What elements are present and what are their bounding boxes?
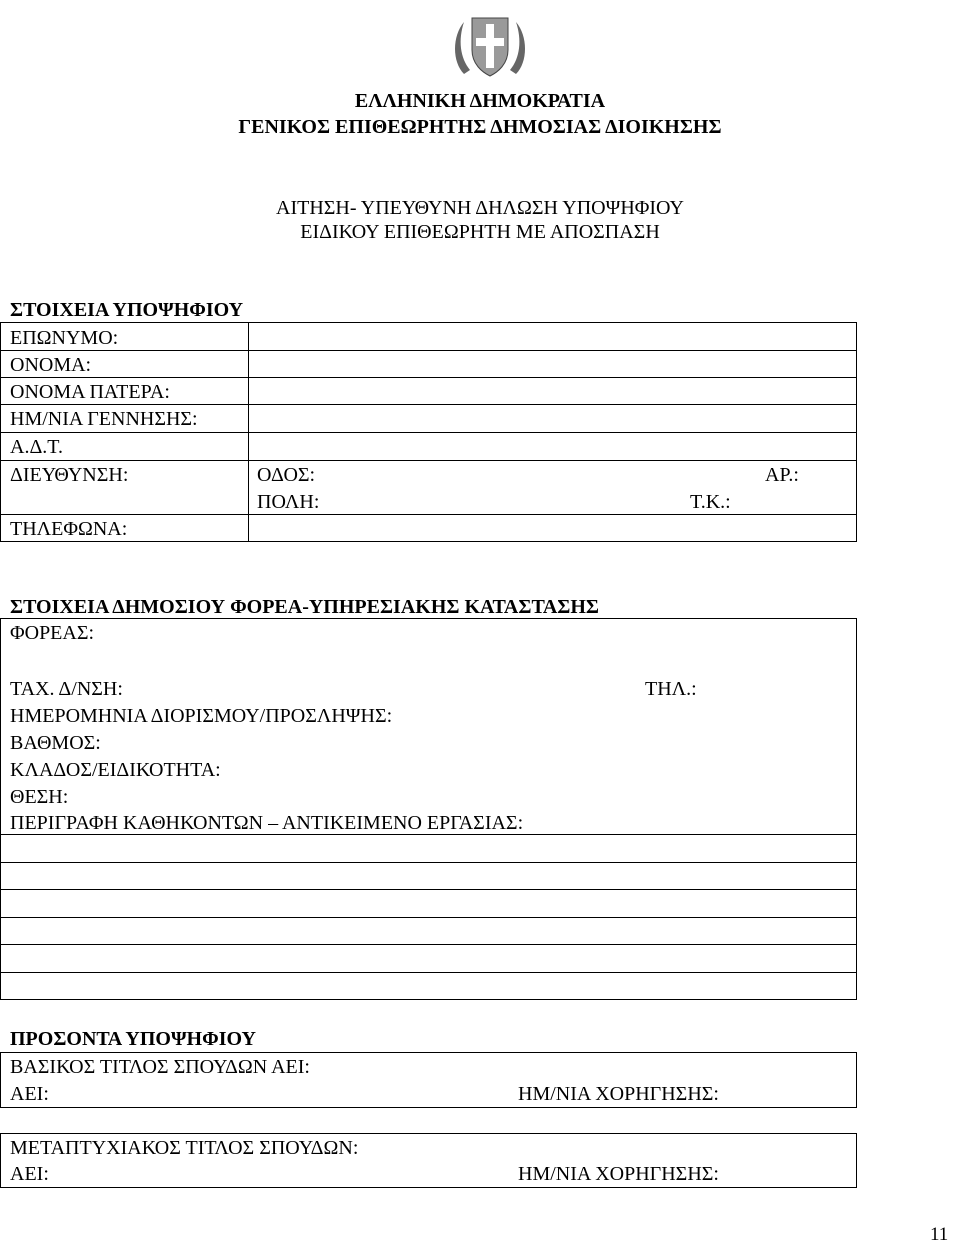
city-label: ΠΟΛΗ: (257, 491, 320, 513)
row-rule (0, 917, 857, 918)
address-label: ΔΙΕΥΘΥΝΣΗ: (10, 464, 129, 486)
postgrad-degree-label: ΜΕΤΑΠΤΥΧΙΑΚΟΣ ΤΙΤΛΟΣ ΣΠΟΥΔΩΝ: (10, 1137, 359, 1159)
basic-degree-label: ΒΑΣΙΚΟΣ ΤΙΤΛΟΣ ΣΠΟΥΔΩΝ ΑΕΙ: (10, 1056, 310, 1078)
row-rule (0, 862, 857, 863)
branch-label: ΚΛΑΔΟΣ/ΕΙΔΙΚΟΤΗΤΑ: (10, 759, 221, 781)
row-rule (0, 350, 857, 351)
postgrad-issue-date-label: ΗΜ/ΝΙΑ ΧΟΡΗΓΗΣΗΣ: (518, 1163, 719, 1185)
surname-label: ΕΠΩΝΥΜΟ: (10, 327, 119, 349)
basic-university-label: ΑΕΙ: (10, 1083, 49, 1105)
header-line-2: ΓΕΝΙΚΟΣ ΕΠΙΘΕΩΡΗΤΗΣ ΔΗΜΟΣΙΑΣ ΔΙΟΙΚΗΣΗΣ (238, 116, 722, 138)
title-line-2: ΕΙΔΙΚΟΥ ΕΠΙΘΕΩΡΗΤΗ ΜΕ ΑΠΟΣΠΑΣΗ (300, 221, 660, 243)
basic-issue-date-label: ΗΜ/ΝΙΑ ΧΟΡΗΓΗΣΗΣ: (518, 1083, 719, 1105)
qualifications-section-heading: ΠΡΟΣΟΝΤΑ ΥΠΟΨΗΦΙΟΥ (10, 1028, 256, 1050)
postgrad-university-label: ΑΕΙ: (10, 1163, 49, 1185)
number-label: ΑΡ.: (765, 464, 799, 486)
postcode-label: Τ.Κ.: (690, 491, 731, 513)
appointment-date-label: ΗΜΕΡΟΜΗΝΙΑ ΔΙΟΡΙΣΜΟΥ/ΠΡΟΣΛΗΨΗΣ: (10, 705, 393, 727)
row-rule (0, 944, 857, 945)
row-rule (0, 404, 857, 405)
grade-label: ΒΑΘΜΟΣ: (10, 732, 101, 754)
agency-label: ΦΟΡΕΑΣ: (10, 622, 95, 644)
duties-label: ΠΕΡΙΓΡΑΦΗ ΚΑΘΗΚΟΝΤΩΝ – ΑΝΤΙΚΕΙΜΕΝΟ ΕΡΓΑΣΙΑΣ: (10, 812, 524, 834)
employer-section-heading: ΣΤΟΙΧΕΙΑ ΔΗΜΟΣΙΟΥ ΦΟΡΕΑ-ΥΠΗΡΕΣΙΑΚΗΣ ΚΑΤΑΣΤΑΣΗΣ (10, 596, 599, 618)
name-label: ΟΝΟΜΑ: (10, 354, 92, 376)
father-name-label: ΟΝΟΜΑ ΠΑΤΕΡΑ: (10, 381, 170, 403)
row-rule (0, 972, 857, 973)
row-rule (0, 377, 857, 378)
employer-table (0, 618, 857, 1000)
street-label: ΟΔΟΣ: (257, 464, 316, 486)
page-number: 11 (930, 1224, 949, 1245)
row-rule (0, 460, 857, 461)
id-card-label: Α.Δ.Τ. (10, 436, 64, 458)
row-rule (0, 514, 857, 515)
title-line-1: ΑΙΤΗΣΗ- ΥΠΕΥΘΥΝΗ ΔΗΛΩΣΗ ΥΠΟΨΗΦΙΟΥ (276, 197, 684, 219)
phones-label: ΤΗΛΕΦΩΝΑ: (10, 518, 128, 540)
birthdate-label: ΗΜ/ΝΙΑ ΓΕΝΝΗΣΗΣ: (10, 408, 198, 430)
telephone-label: ΤΗΛ.: (645, 678, 697, 700)
row-rule (0, 432, 857, 433)
postal-address-label: ΤΑΧ. Δ/ΝΣΗ: (10, 678, 123, 700)
row-rule (0, 889, 857, 890)
header-line-1: ΕΛΛΗΝΙΚΗ ΔΗΜΟΚΡΑΤΙΑ (354, 90, 606, 112)
coat-of-arms-emblem (450, 12, 530, 82)
position-label: ΘΕΣΗ: (10, 786, 69, 808)
candidate-section-heading: ΣΤΟΙΧΕΙΑ ΥΠΟΨΗΦΙΟΥ (10, 299, 244, 321)
